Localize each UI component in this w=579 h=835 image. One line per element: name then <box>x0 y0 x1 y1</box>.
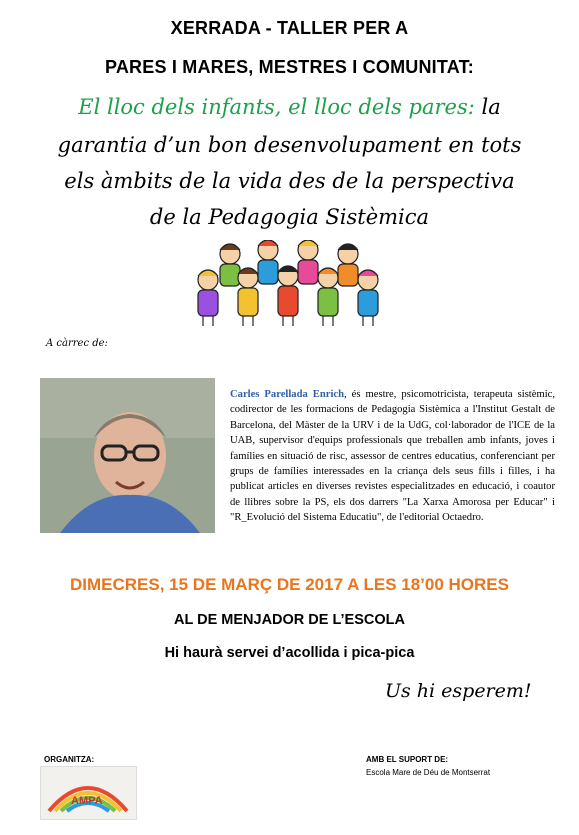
speaker-name: Carles Parellada Enrich <box>230 389 344 400</box>
ampa-logo-text: AMPA <box>71 795 103 807</box>
speaker-photo <box>40 378 215 533</box>
speaker-bio-block <box>230 387 555 526</box>
speaker-intro: A càrrec de: <box>46 338 108 349</box>
event-closing: Us hi esperem! <box>385 680 532 702</box>
subtitle-rest: la <box>481 95 501 119</box>
event-service: Hi haurà servei d’acollida i pica-pica <box>164 645 415 661</box>
event-datetime: DIMECRES, 15 DE MARÇ DE 2017 A LES 18’00 HORES <box>70 575 509 594</box>
speaker-portrait-image <box>40 378 215 533</box>
ampa-logo <box>40 766 137 820</box>
ampa-rainbow-icon <box>41 767 136 819</box>
subtitle-line-4: de la Pedagogia Sistèmica <box>149 205 430 229</box>
title-line-2: PARES I MARES, MESTRES I COMUNITAT: <box>104 57 474 77</box>
support-label: AMB EL SUPORT DE: <box>366 755 449 764</box>
support-name: Escola Mare de Déu de Montserrat <box>366 768 491 777</box>
speaker-bio: , és mestre, psicomotricista, terapeuta sistèmic, codirector de les formacions de Pedagogia Sistèmica a l'Institut Gestalt de Barcelona, del Màster de la URV i de la UdG, col·laborador de l'ICE de la UAB, supervisor d'equips professionals que treballen amb infants, joves i famílies en situació de risc, assessor de centres educatius, conferenciant per grups de famílies interessades en la criança dels seus fills i filles, i ha publicat articles en diverses revistes especialitzades en educació, i coautor de llibres sobre la PS, els dos darrers "La Xarxa Amorosa per Educar" i "R_Evolució del Sistema Educatiu", de l'editorial Octaedro. <box>230 389 555 524</box>
subtitle-line-3: els àmbits de la vida des de la perspectiva <box>64 169 515 193</box>
children-illustration <box>190 240 390 330</box>
subtitle-line-2: garantia d’un bon desenvolupament en tots <box>57 133 522 157</box>
organiza-label: ORGANITZA: <box>44 755 95 764</box>
event-place: AL DE MENJADOR DE L’ESCOLA <box>174 612 405 628</box>
subtitle-highlight: El lloc dels infants, el lloc dels pares: <box>78 95 475 119</box>
title-line-1: XERRADA - TALLER PER A <box>170 18 409 38</box>
subtitle-line-1 <box>0 92 579 122</box>
